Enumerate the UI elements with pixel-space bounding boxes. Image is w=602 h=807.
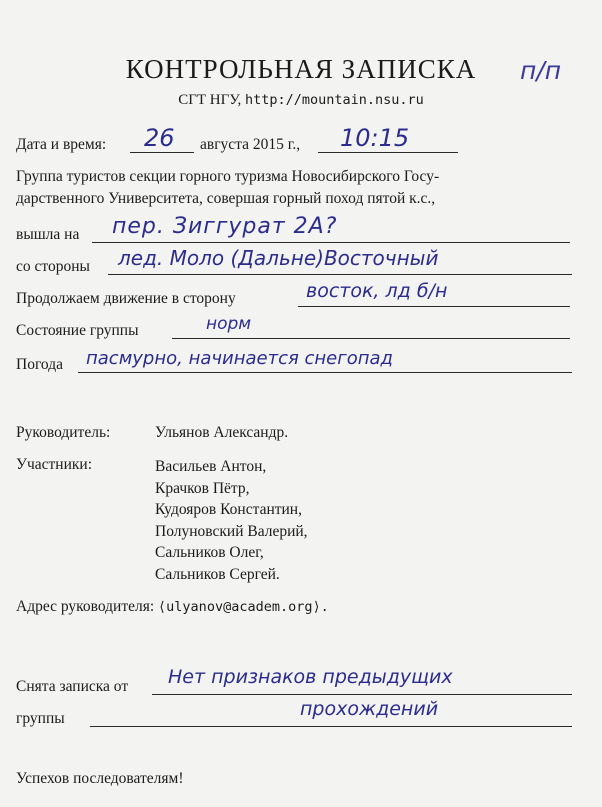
subtitle-org: СГТ НГУ, [178, 92, 242, 108]
participants-list [155, 456, 308, 585]
exit-value: пер. Зиггурат 2А? [112, 214, 338, 239]
time-underline [318, 152, 458, 153]
participants-label: Участники: [16, 456, 93, 473]
participant-name: Кудояров Константин, [155, 501, 302, 518]
exit-underline [92, 242, 570, 243]
intro-line-2: дарственного Университета, совершая горный поход пятой к.с., [16, 190, 436, 207]
address-value: ⟨ulyanov@academ.org⟩. [158, 599, 329, 615]
weather-underline [78, 372, 572, 373]
state-value: норм [206, 314, 252, 334]
side-underline [108, 274, 572, 275]
subtitle-url: http://mountain.nsu.ru [244, 92, 424, 108]
participant-name: Сальников Сергей. [155, 565, 280, 583]
intro-line-1: Группа туристов секции горного туризма Новосибирского Госу- [16, 168, 440, 185]
direction-underline [298, 306, 570, 307]
date-day: 26 [144, 124, 175, 152]
subtitle [0, 92, 602, 109]
date-time: 10:15 [340, 124, 410, 152]
participant-name: Полуновский Валерий, [155, 522, 308, 540]
side-label: со стороны [16, 258, 90, 275]
page-title: КОНТРОЛЬНАЯ ЗАПИСКА [125, 54, 477, 84]
participant-name: Васильев Антон, [155, 458, 267, 475]
address-label: Адрес руководителя: [16, 598, 155, 615]
exit-label: вышла на [16, 226, 80, 243]
taken-label: Снята записка от [16, 678, 129, 695]
taken-group-label: группы [16, 710, 65, 727]
handwritten-pn: п/п [520, 56, 562, 85]
direction-label: Продолжаем движение в сторону [16, 290, 236, 307]
side-value: лед. Моло (Дальне)Восточный [118, 246, 439, 270]
participant-name: Сальников Олег, [155, 544, 264, 561]
date-label: Дата и время: [16, 136, 107, 153]
participant-name: Крачков Пётр, [155, 479, 250, 497]
state-underline [172, 338, 570, 339]
state-label: Состояние группы [16, 322, 139, 339]
closing-text: Успехов последователям! [16, 770, 184, 787]
taken-group-underline [90, 726, 572, 727]
leader-label: Руководитель: [16, 424, 111, 441]
taken-value: Нет признаков предыдущих [168, 666, 453, 688]
intro-paragraph [16, 166, 596, 210]
taken-value-2: прохождений [300, 698, 439, 720]
weather-label: Погода [16, 356, 63, 373]
taken-underline [152, 694, 572, 695]
address-row [16, 598, 329, 616]
day-underline [130, 152, 194, 153]
leader-name: Ульянов Александр. [155, 424, 289, 441]
date-month-year: августа 2015 г., [200, 136, 301, 153]
weather-value: пасмурно, начинается снегопад [86, 348, 393, 369]
direction-value: восток, лд б/н [306, 280, 448, 302]
